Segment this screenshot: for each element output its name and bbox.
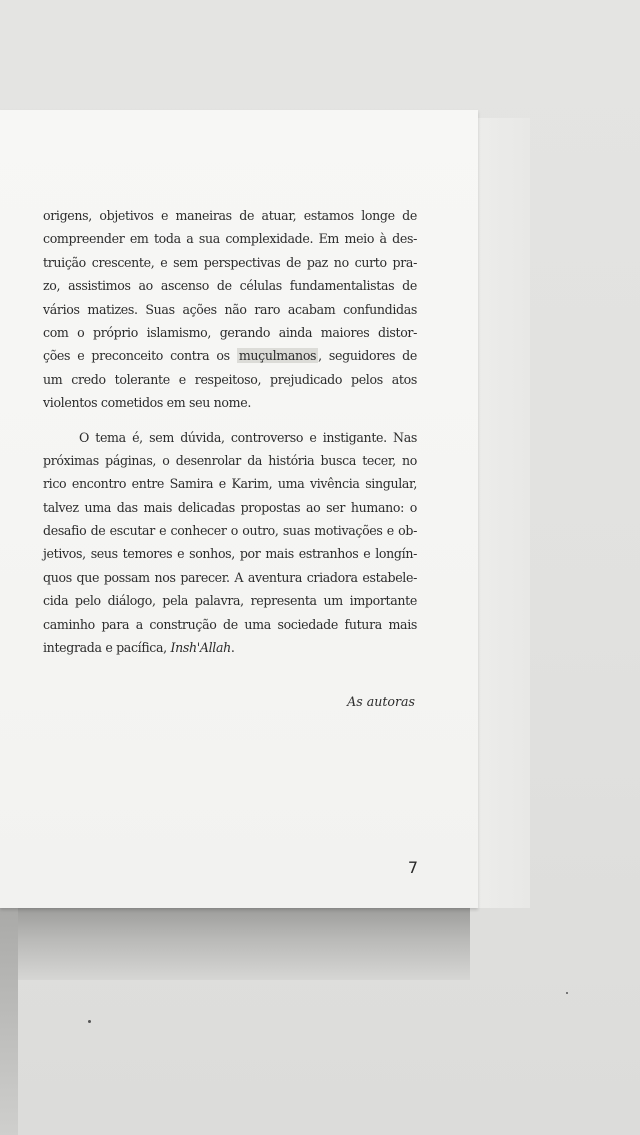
book-page-edges [470, 118, 530, 908]
text-fragment: . [230, 640, 235, 656]
text-line: vários matizes. Suas ações não raro acabam confundidas [43, 301, 417, 317]
text-fragment: integrada e pacífica, [43, 640, 171, 656]
dust-speck [88, 1020, 91, 1023]
book-page [0, 110, 478, 908]
page-number: 7 [407, 858, 418, 877]
italic-word: Insh'Allah [170, 640, 231, 656]
text-fragment: , seguidores de [318, 348, 417, 364]
text-line: cida pelo diálogo, pela palavra, representa um importante [43, 593, 417, 609]
page-text [43, 204, 417, 659]
signature: As autoras [347, 694, 415, 709]
dust-speck [566, 992, 568, 994]
text-line: rico encontro entre Samira e Karim, uma vivência singular, [43, 476, 417, 492]
text-line: compreender em toda a sua complexidade. Em meio à des- [43, 231, 417, 247]
text-fragment: ções e preconceito contra os [43, 348, 237, 364]
text-line: truição crescente, e sem perspectivas de paz no curto pra- [43, 254, 417, 270]
text-line: violentos cometidos em seu nome. [43, 395, 251, 411]
book-shadow [0, 905, 470, 980]
text-line: zo, assistimos ao ascenso de células fundamentalistas de [43, 278, 417, 294]
text-line: com o próprio islamismo, gerando ainda maiores distor- [43, 324, 417, 340]
text-line: jetivos, seus temores e sonhos, por mais estranhos e longín- [43, 546, 417, 562]
text-line: um credo tolerante e respeitoso, prejudicado pelos atos [43, 371, 417, 387]
paragraph-gap [43, 415, 417, 426]
text-line: desafio de escutar e conhecer o outro, suas motivações e ob- [43, 523, 417, 539]
text-line: O tema é, sem dúvida, controverso e instigante. Nas [79, 429, 417, 445]
text-line: origens, objetivos e maneiras de atuar, estamos longe de [43, 208, 417, 223]
text-line [43, 636, 417, 659]
text-line [43, 344, 417, 367]
book-shadow-side [0, 905, 18, 1135]
text-line: quos que possam nos parecer. A aventura criadora estabele- [43, 569, 417, 585]
text-line: caminho para a construção de uma sociedade futura mais [43, 616, 417, 632]
text-line: próximas páginas, o desenrolar da história busca tecer, no [43, 452, 417, 468]
text-line: talvez uma das mais delicadas propostas ao ser humano: o [43, 499, 417, 515]
highlighted-word: muçulmanos [238, 348, 317, 364]
